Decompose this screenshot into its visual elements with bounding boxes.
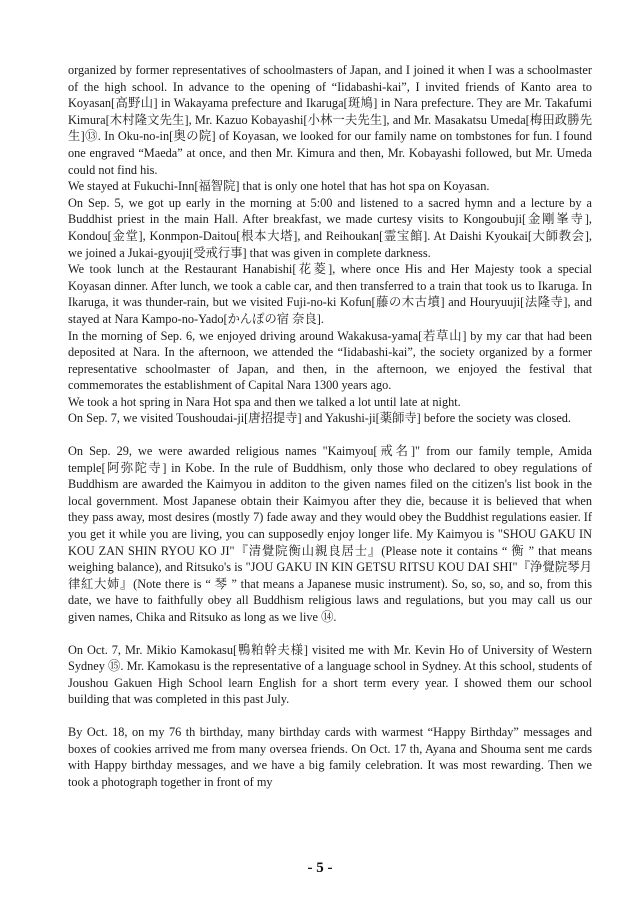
paragraph: On Sep. 5, we got up early in the morning at 5:00 and listened to a sacred hymn and a lecture by a Buddhist priest in the main Hall. After breakfast, we made curtesy visits to Kongoubuji[金剛峯寺], Kondou[金堂], Konmpon-Daitou[根本大塔], and Reihoukan[霊宝館]. At Daishi Kyoukai[大師教会], we joined a Jukai-gyouji[受戒行事] that was given in complete darkness. (68, 195, 592, 260)
paragraph: organized by former representatives of schoolmasters of Japan, and I joined it when I was a schoolmaster of the high school. In advance to the opening of “Iidabashi-kai”, I invited friends of Kanto area to Koyasan[高野山] in Wakayama prefecture and Ikaruga[斑鳩] in Nara prefecture. They are Mr. Takafumi Kimura[木村隆文先生], Mr. Kazuo Kobayashi[小林一夫先生], and Mr. Masakatsu Umeda[梅田政勝先生]⑬. In Oku-no-in[奥の院] of Koyasan, we looked for our family name on tombstones for fun. I found one engraved “Maeda” at once, and then Mr. Kimura and then, Mr. Kobayashi followed, but Mr. Umeda could not find his. (68, 63, 592, 177)
paragraph-gap (68, 626, 592, 642)
paragraph-block-birthday (68, 724, 592, 790)
paragraph: On Sep. 29, we were awarded religious names "Kaimyou[戒名]" from our family temple, Amida temple[阿弥陀寺] in Kobe. In the rule of Buddhism, only those who declared to obey regulations of Buddhism are awarded the Kaimyou in additon to the given names filed on the citizen's list book in the local government. Most Japanese obtain their Kaimyou after they die, because it is believed that when they pass away, most desires (mostly 7) fade away and they would obey the Buddhist regulations easier. If you get it while you are living, you can supposedly enjoy longer life. My Kaimyou is "SHOU GAKU IN KOU ZAN SHIN RYOU KO JI"『清覺院衡山親良居士』(Please note it contains “ 衡 ” that means weighing balance), and Ritsuko's is "JOU GAKU IN KIN GETSU RITSU KOU DAI SHI"『浄覺院琴月律紅大姉』(Note there is “ 琴 ” that means a Japanese music instrument). So, so, so, and so, from this date, we have to faithfully obey all Buddhism religious laws and regulations, but you may call us our given names, Chika and Ritsuko as long as we live ⑭. (68, 444, 592, 624)
page-number: - 5 - (307, 860, 333, 876)
paragraph: On Sep. 7, we visited Toushoudai-ji[唐招提寺] and Yakushi-ji[薬師寺] before the society was closed. (68, 411, 572, 426)
document-page (68, 62, 592, 790)
paragraph: On Oct. 7, Mr. Mikio Kamokasu[鴨粕幹夫様] visited me with Mr. Kevin Ho of University of Western Sydney ⑮. Mr. Kamokasu is the representative of a language school in Sydney. At this school, students of Joushou Gakuen High School learn English for a short term every year. I showed them our school building that was completed in this past July. (68, 642, 592, 707)
paragraph-gap (68, 427, 592, 443)
paragraph-block-visit (68, 642, 592, 708)
paragraph: We took lunch at the Restaurant Hanabishi[花菱], where once His and Her Majesty took a special Koyasan dinner. After lunch, we took a cable car, and then transferred to a train that took us to Ikaruga. In Ikaruga, it was thunder-rain, but we visited Fuji-no-ki Kofun[藤の木古墳] and Houryuuji[法隆寺], and stayed at Nara Kampo-no-Yado[かんぽの宿 奈良]. (68, 262, 592, 326)
paragraph-block-koyasan-trip (68, 62, 592, 427)
paragraph: We took a hot spring in Nara Hot spa and then we talked a lot until late at night. (68, 394, 461, 409)
paragraph: We stayed at Fukuchi-Inn[福智院] that is only one hotel that has hot spa on Koyasan. (68, 179, 490, 194)
paragraph-gap (68, 708, 592, 724)
paragraph-block-kaimyou (68, 443, 592, 626)
paragraph: In the morning of Sep. 6, we enjoyed driving around Wakakusa-yama[若草山] by my car that had been deposited at Nara. In the afternoon, we attended the “Iidabashi-kai”, the society organized by a former representative schoolmaster of Japan, and then, in the afternoon, we enjoyed the festival that commemorates the establishment of Capital Nara 1300 years ago. (68, 328, 592, 393)
paragraph: By Oct. 18, on my 76 th birthday, many birthday cards with warmest “Happy Birthday” messages and boxes of cookies arrived me from many oversea friends. On Oct. 17 th, Ayana and Shouma sent me cards with Happy birthday messages, and we have a big family celebration. It was most rewarding. Then we took a photograph together in front of my (68, 724, 592, 789)
